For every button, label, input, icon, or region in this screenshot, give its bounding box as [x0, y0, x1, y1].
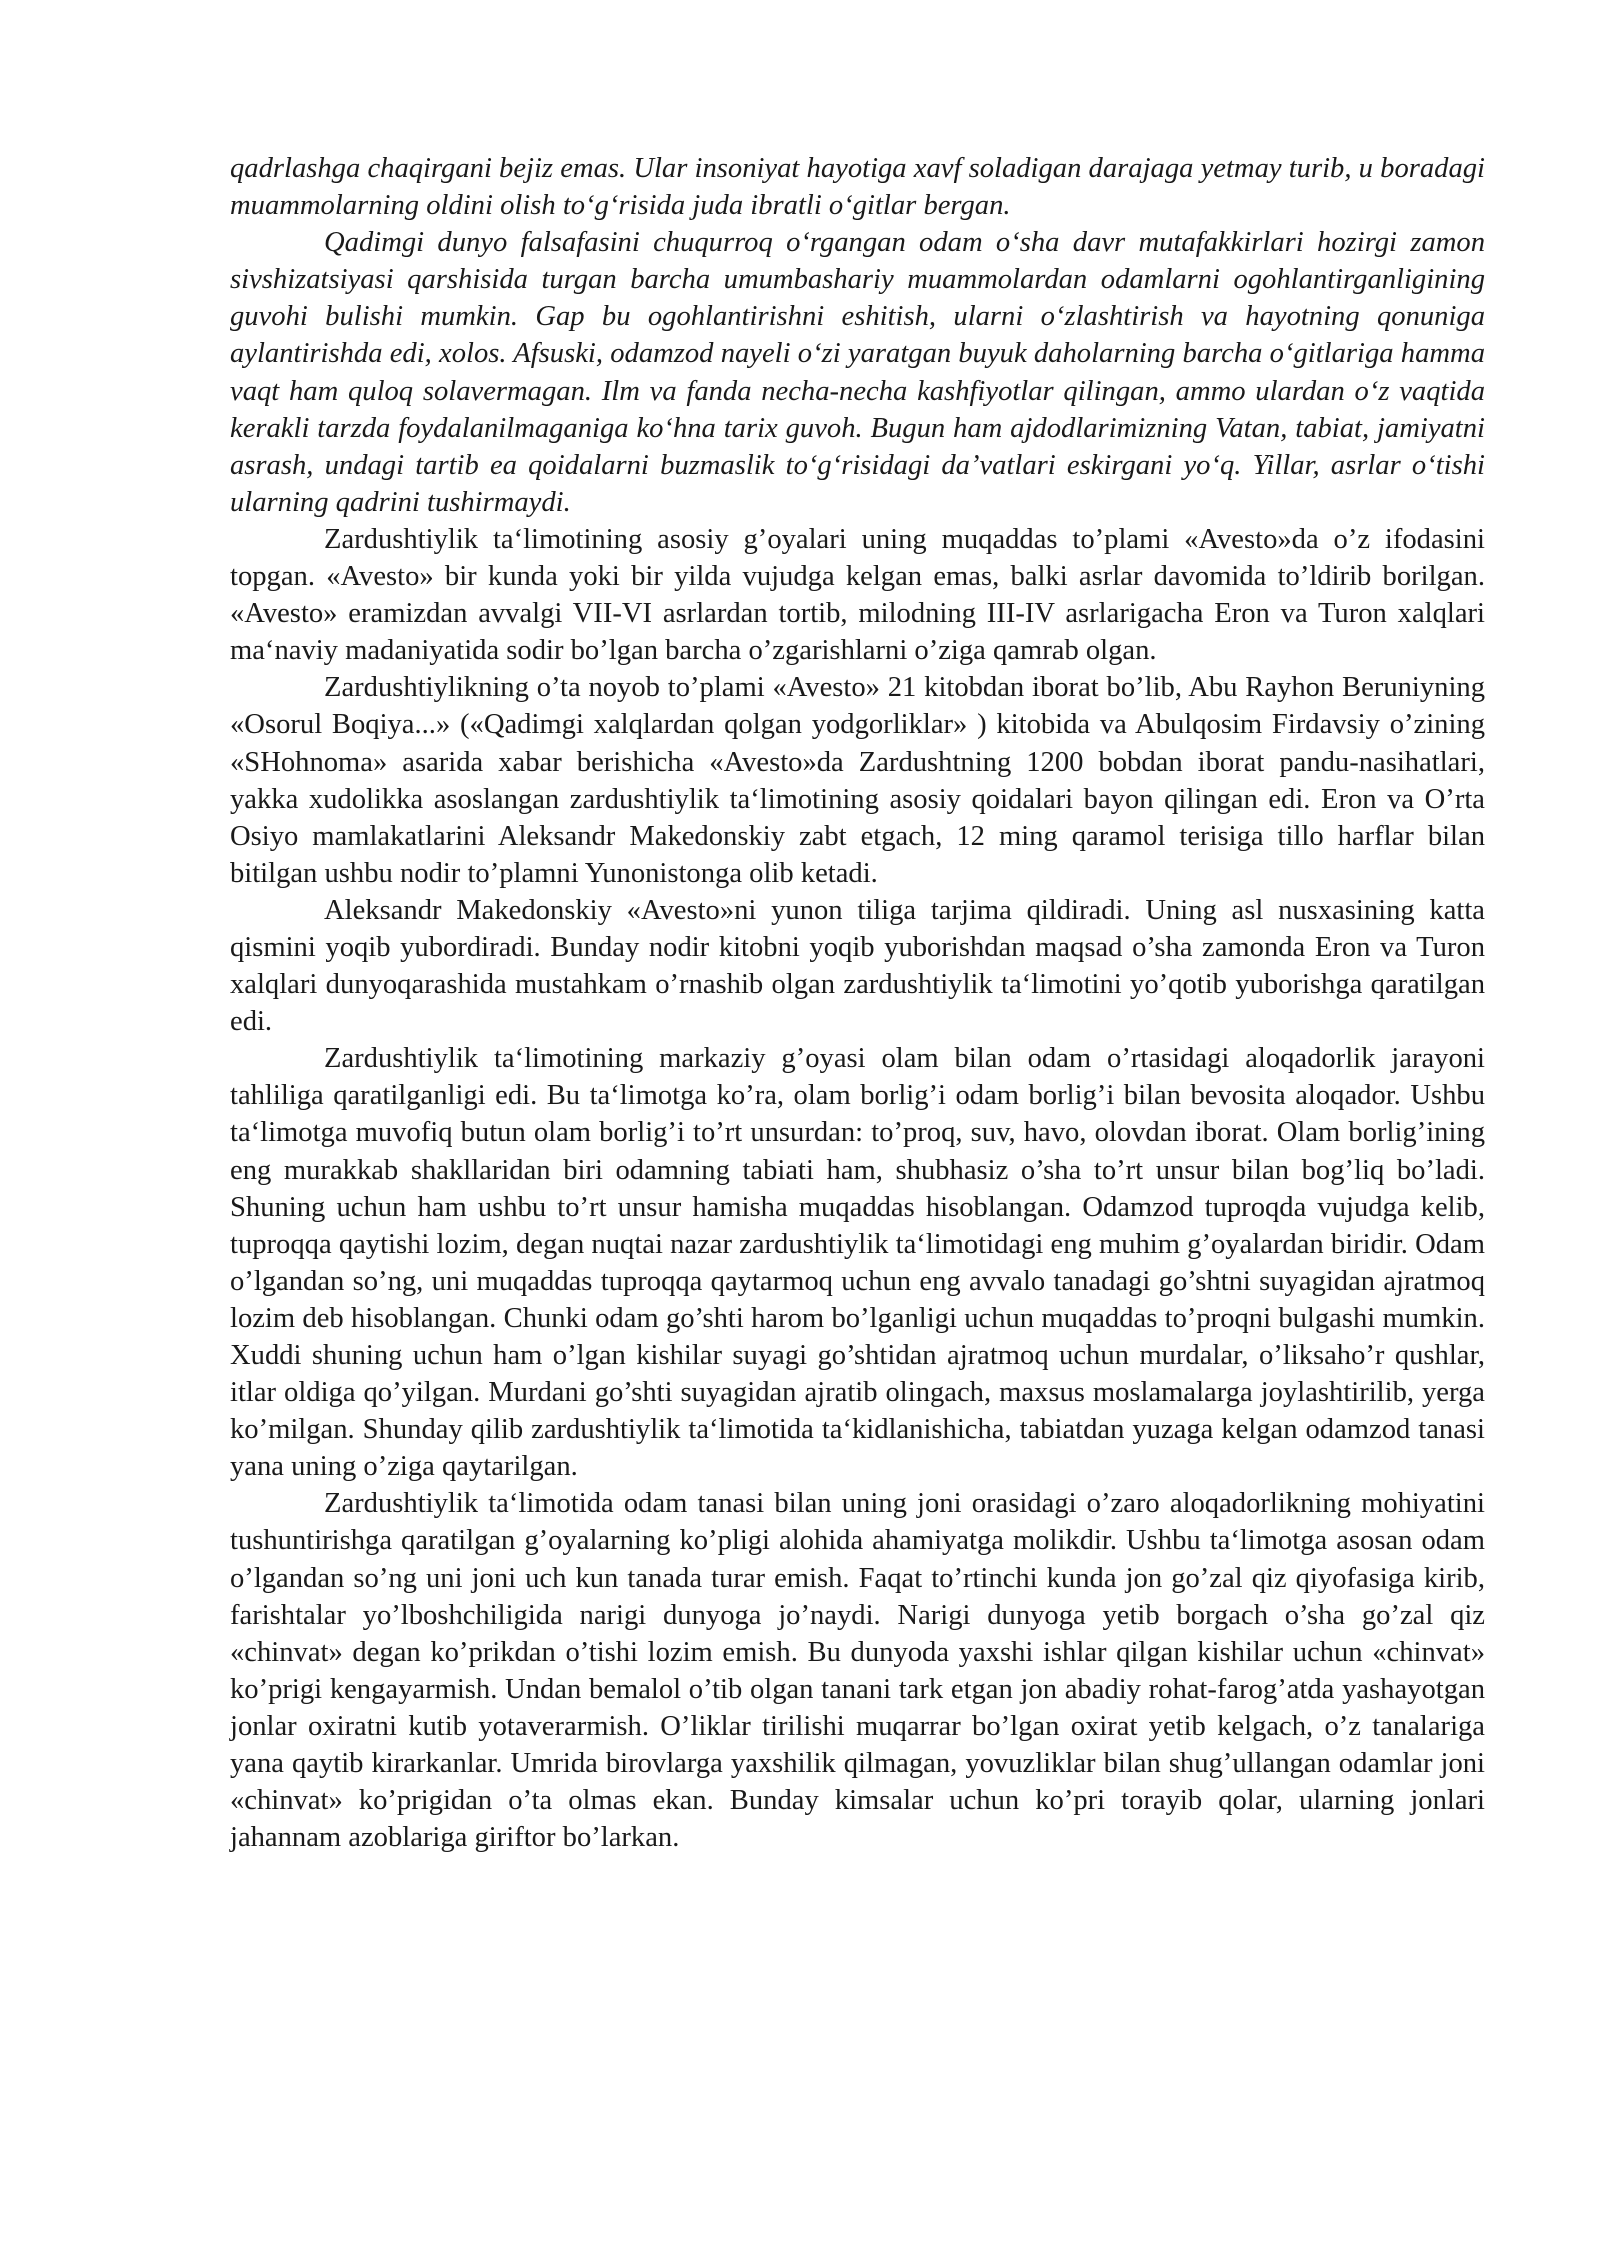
- paragraph-2: Qadimgi dunyo falsafasini chuqurroq o‘rgangan odam o‘sha davr mutafakkirlari hozirgi zamon sivshizatsiyasi qarshisida turgan barcha umumbashariy muammolardan odamlarni ogohlantirganligining guvohi bulishi mumkin. Gap bu ogohlantirishni eshitish, ularni o‘zlashtirish va hayotning qonuniga aylantirishda edi, xolos. Afsuski, odamzod nayeli o‘zi yaratgan buyuk daholarning barcha o‘gitlariga hamma vaqt ham quloq solavermagan. Ilm va fanda necha-necha kashfiyotlar qilingan, ammo ulardan o‘z vaqtida kerakli tarzda foydalanilmaganiga ko‘hna tarix guvoh. Bugun ham ajdodlarimizning Vatan, tabiat, jamiyatni asrash, undagi tartib ea qoidalarni buzmaslik to‘g‘risidagi da’vatlari eskirgani yo‘q. Yillar, asrlar o‘tishi ularning qadrini tushirmaydi.: [230, 227, 1485, 518]
- paragraph-7: Zardushtiylik ta‘limotida odam tanasi bilan uning joni orasidagi o’zaro aloqadorlikning mohiyatini tushuntirishga qaratilgan g’oyalarning ko’pligi alohida ahamiyatga molikdir. Ushbu ta‘limotga asosan odam o’lgandan so’ng uni joni uch kun tanada turar emish. Faqat to’rtinchi kunda jon go’zal qiz qiyofasiga kirib, farishtalar yo’lboshchiligida narigi dunyoga jo’naydi. Narigi dunyoga yetib borgach o’sha go’zal qiz «chinvat» degan ko’prikdan o’tishi lozim emish. Bu dunyoda yaxshi ishlar qilgan kishilar uchun «chinvat» ko’prigi kengayarmish. Undan bemalol o’tib olgan tanani tark etgan jon abadiy rohat-farog’atda yashayotgan jonlar oxiratni kutib yotaverarmish. O’liklar tirilishi muqarrar bo’lgan oxirat yetib kelgach, o’z tanalariga yana qaytib kirarkanlar. Umrida birovlarga yaxshilik qilmagan, yovuzliklar bilan shug’ullangan odamlar joni «chinvat» ko’prigidan o’ta olmas ekan. Bunday kimsalar uchun ko’pri torayib qolar, ularning jonlari jahannam azoblariga giriftor bo’larkan.: [230, 1488, 1485, 1854]
- paragraph-6: Zardushtiylik ta‘limotining markaziy g’oyasi olam bilan odam o’rtasidagi aloqadorlik jarayoni tahliliga qaratilganligi edi. Bu ta‘limotga ko’ra, olam borlig’i odam borlig’i bilan bevosita aloqador. Ushbu ta‘limotga muvofiq butun olam borlig’i to’rt unsurdan: to’proq, suv, havo, olovdan iborat. Olam borlig’ining eng murakkab shakllaridan biri odamning tabiati ham, shubhasiz o’sha to’rt unsur bilan bog’liq bo’ladi. Shuning uchun ham ushbu to’rt unsur hamisha muqaddas hisoblangan. Odamzod tuproqda vujudga kelib, tuproqqa qaytishi lozim, degan nuqtai nazar zardushtiylik ta‘limotidagi eng muhim g’oyalardan biridir. Odam o’lgandan so’ng, uni muqaddas tuproqqa qaytarmoq uchun eng avvalo tanadagi go’shtni suyagidan ajratmoq lozim deb hisoblangan. Chunki odam go’shti harom bo’lganligi uchun muqaddas to’proqni bulgashi mumkin. Xuddi shuning uchun ham o’lgan kishilar suyagi go’shtidan ajratmoq uchun murdalar, o’liksaho’r qushlar, itlar oldiga qo’yilgan. Murdani go’shti suyagidan ajratib olingach, maxsus moslamalarga joylashtirilib, yerga ko’milgan. Shunday qilib zardushtiylik ta‘limotida ta‘kidlanishicha, tabiatdan yuzaga kelgan odamzod tanasi yana uning o’ziga qaytarilgan.: [230, 1043, 1485, 1483]
- paragraph-1: qadrlashga chaqirgani bejiz emas. Ular insoniyat hayotiga xavf soladigan darajaga yetmay turib, u boradagi muammolarning oldini olish to‘g‘risida juda ibratli o‘gitlar bergan.: [230, 153, 1485, 222]
- document-page: [230, 150, 1485, 1856]
- paragraph-4: Zardushtiylikning o’ta noyob to’plami «Avesto» 21 kitobdan iborat bo’lib, Abu Rayhon Beruniyning «Osorul Boqiya...» («Qadimgi xalqlardan qolgan yodgorliklar» ) kitobida va Abulqosim Firdavsiy o’zining «SHohnoma» asarida xabar berishicha «Avesto»da Zardushtning 1200 bobdan iborat pandu-nasihatlari, yakka xudolikka asoslangan zardushtiylik ta‘limotining asosiy qoidalari bayon qilingan edi. Eron va O’rta Osiyo mamlakatlarini Aleksandr Makedonskiy zabt etgach, 12 ming qaramol terisiga tillo harflar bilan bitilgan ushbu nodir to’plamni Yunonistonga olib ketadi.: [230, 672, 1485, 889]
- paragraph-3: Zardushtiylik ta‘limotining asosiy g’oyalari uning muqaddas to’plami «Avesto»da o’z ifodasini topgan. «Avesto» bir kunda yoki bir yilda vujudga kelgan emas, balki asrlar davomida to’ldirib borilgan. «Avesto» eramizdan avvalgi VII-VI asrlardan tortib, milodning III-IV asrlarigacha Eron va Turon xalqlari ma‘naviy madaniyatida sodir bo’lgan barcha o’zgarishlarni o’ziga qamrab olgan.: [230, 523, 1485, 667]
- paragraph-5: Aleksandr Makedonskiy «Avesto»ni yunon tiliga tarjima qildiradi. Uning asl nusxasining katta qismini yoqib yubordiradi. Bunday nodir kitobni yoqib yuborishdan maqsad o’sha zamonda Eron va Turon xalqlari dunyoqarashida mustahkam o’rnashib olgan zardushtiylik ta‘limotini yo’qotib yuborishga qaratilgan edi.: [230, 894, 1485, 1038]
